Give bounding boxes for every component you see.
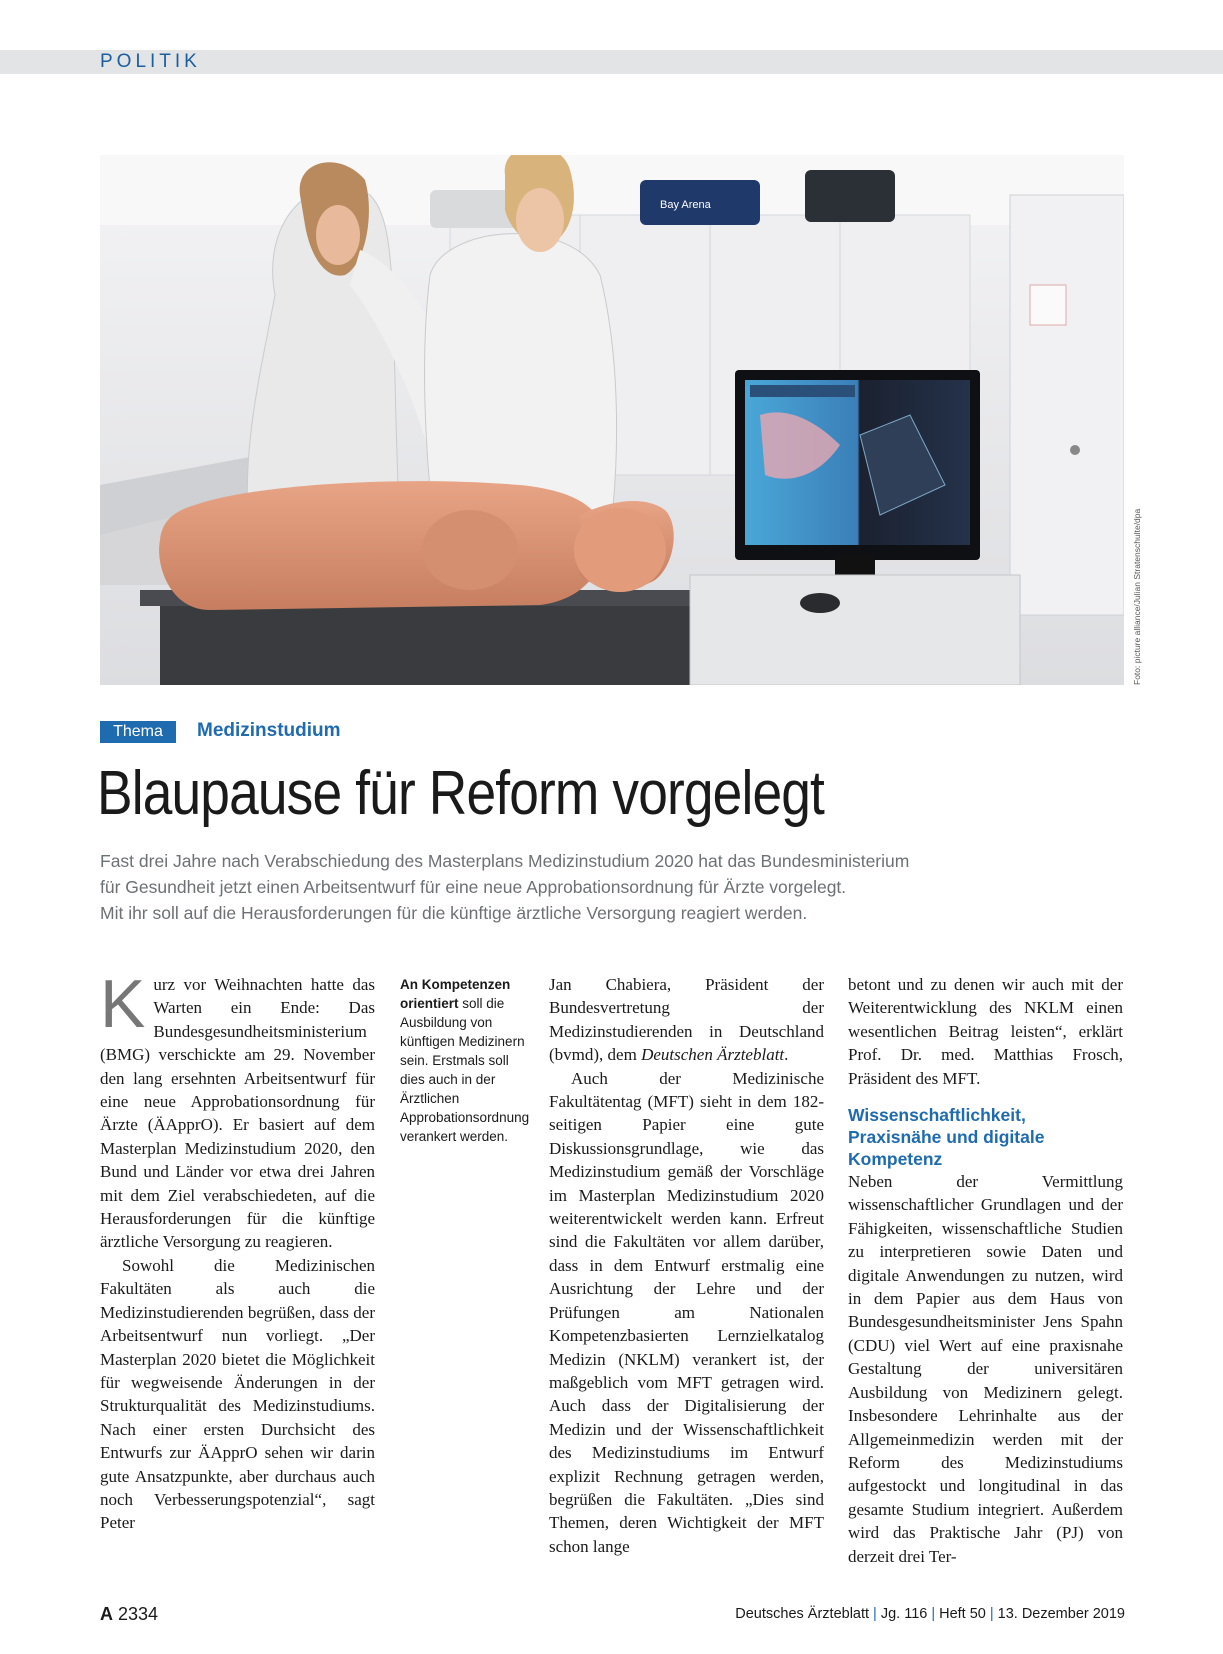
page-number	[100, 1604, 158, 1625]
subheading: Wissenschaftlichkeit, Praxisnähe und digitale Kompetenz	[848, 1105, 1045, 1170]
journal-name: Deutsches Ärzteblatt	[735, 1606, 870, 1622]
article-photo	[100, 155, 1124, 685]
body-paragraph: Neben der Vermittlung wissenschaftlicher Grundlagen und der Fähigkeiten, wissenschaftliche Studien zu interpretieren sowie Daten und digitale Anwendungen zu nutzen, wird in dem Papier aus dem Haus von Bundesgesundheitsminister Jens Spahn (CDU) viel Wert auf eine praxisnahe Gestaltung der universitären Ausbildung von Medizinern gelegt. Insbesondere Lehrinhalte aus der Allgemeinmedizin werden mit der Reform des Medizinstudiums aufgestockt und longitudinal in das gesamte Studium integriert. Außerdem wird das Praktische Jahr (PJ) von derzeit drei Ter-	[848, 1172, 1123, 1566]
lead-line: Fast drei Jahre nach Verabschiedung des Masterplans Medizinstudium 2020 hat das Bundesministerium	[100, 851, 910, 871]
margin-note	[400, 975, 530, 1146]
journal-issue: Heft 50	[939, 1606, 986, 1622]
body-paragraph: Jan Chabiera, Präsident der Bundesvertretung der Medizinstudierenden in Deutschland (bvmd), dem	[549, 975, 824, 1065]
thema-topic: Medizinstudium	[197, 720, 341, 741]
drop-cap: K	[100, 966, 146, 1042]
body-paragraph: urz vor Weihnachten hatte das Warten ein Ende: Das Bundesgesundheitsministerium (BMG) verschickte am 29. November den lang ersehnten Arbeitsentwurf für eine neue Approbationsordnung für Ärzte (ÄApprO). Er basiert auf dem Masterplan Medizinstudium 2020, den Bund und Länder vor etwa drei Jahren mit dem Ziel verabschiedeten, auf die Herausforderungen für die künftige ärztliche Versorgung zu reagieren.	[100, 975, 375, 1252]
margin-note-text: soll die Ausbildung von künftigen Medizinern sein. Erstmals soll dies auch in der Ärztlichen Approbationsordnung verankert werden.	[400, 996, 530, 1144]
body-paragraph: betont und zu denen wir auch mit der Weiterentwicklung des NKLM einen wesentlichen Beitrag leisten“, erklärt Prof. Dr. med. Matthias Frosch, Präsident des MFT.	[848, 975, 1123, 1088]
page-number-value: 2334	[118, 1604, 159, 1624]
body-column-1	[100, 966, 375, 1535]
publication-name: Deutschen Ärzteblatt	[641, 1045, 785, 1065]
margin-note-bold: An Kompetenzen orientiert	[400, 977, 511, 1011]
body-paragraph: Sowohl die Medizinischen Fakultäten als auch die Medizinstudierenden begrüßen, dass der Arbeitsentwurf nun vorliegt. „Der Masterplan 2020 bietet die Möglichkeit für wegweisende Änderungen in der Strukturqualität des Medizinstudiums. Nach einer ersten Durchsicht des Entwurfs zur ÄApprO sehen wir darin gute Ansatzpunkte, aber durchaus auch noch Verbesserungspotenzial“, sagt Peter	[100, 1255, 375, 1533]
footer-journal-info: Deutsches Ärzteblatt | Jg. 116 | Heft 50 | 13. Dezember 2019	[735, 1606, 1125, 1622]
lead-paragraph	[100, 848, 1120, 926]
headline: Blaupause für Reform vorgelegt	[97, 759, 825, 828]
journal-date: 13. Dezember 2019	[997, 1606, 1125, 1622]
lead-line: Mit ihr soll auf die Herausforderungen für die künftige ärztliche Versorgung reagiert werden.	[100, 903, 808, 923]
body-column-3	[549, 973, 824, 1558]
thema-tag: Thema	[100, 721, 176, 743]
punctuation: .	[784, 1045, 789, 1065]
body-paragraph: Auch der Medizinische Fakultätentag (MFT) sieht in dem 182-seitigen Papier eine gute Diskussionsgrundlage, wie das Medizinstudium gemäß der Vorschläge im Masterplan Medizinstudium 2020 weiterentwickelt werden kann. Erfreut sind die Fakultäten vor allem darüber, dass in dem Entwurf erstmalig eine Ausrichtung der Lehre und der Prüfungen am Nationalen Kompetenzbasierten Lernzielkatalog Medizin (NKLM) verankert ist, der maßgeblich vom MFT getragen wird. Auch dass der Digitalisierung der Medizin und der Wissenschaftlichkeit des Medizinstudiums im Entwurf explizit Rechnung getragen werden, begrüßen die Fakultäten. „Dies sind Themen, deren Wichtigkeit der MFT schon lange	[549, 1068, 824, 1556]
photo-credit: Foto: picture alliance/Julian Stratenschulte/dpa	[1132, 508, 1142, 685]
lead-line: für Gesundheit jetzt einen Arbeitsentwurf für eine neue Approbationsordnung für Ärzte vorgelegt.	[100, 877, 847, 897]
page-prefix: A	[100, 1604, 113, 1624]
bag-label: Bay Arena	[660, 199, 711, 211]
journal-volume: Jg. 116	[880, 1606, 928, 1622]
body-column-4	[848, 973, 1123, 1568]
section-label: POLITIK	[100, 51, 201, 72]
